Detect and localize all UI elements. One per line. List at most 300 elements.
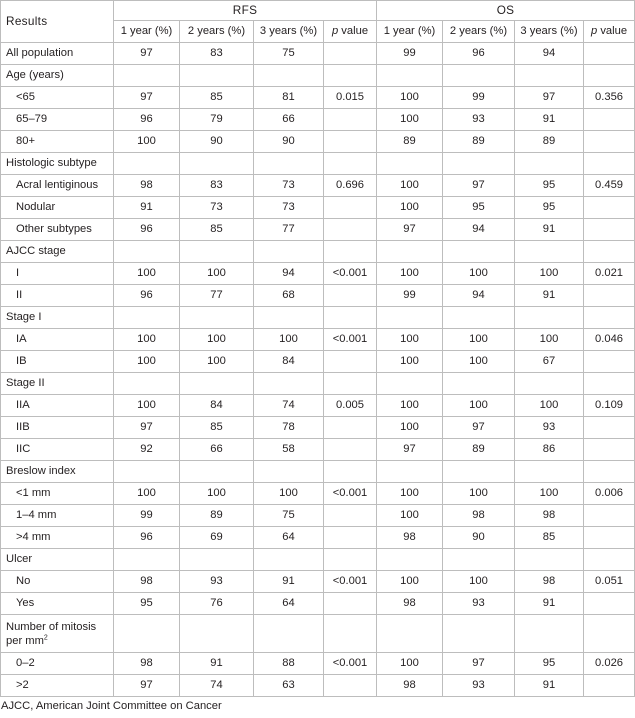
table-cell: <0.001 (324, 571, 377, 593)
row-label-text: Breslow index (6, 465, 76, 477)
table-cell: 97 (114, 43, 180, 65)
table-cell (324, 527, 377, 549)
table-cell (443, 461, 515, 483)
table-cell: 69 (180, 527, 254, 549)
table-cell (324, 505, 377, 527)
table-row (1, 241, 635, 263)
table-cell (584, 549, 635, 571)
table-cell: 98 (114, 653, 180, 675)
table-cell: 100 (254, 483, 324, 505)
table-cell: 95 (515, 197, 584, 219)
table-cell: 96 (114, 285, 180, 307)
table-cell: <0.001 (324, 263, 377, 285)
row-label (1, 461, 114, 483)
table-cell (324, 549, 377, 571)
table-cell: 100 (443, 351, 515, 373)
table-cell (324, 593, 377, 615)
table-cell: 95 (114, 593, 180, 615)
table-row (1, 653, 635, 675)
row-label-text: Number of mitosis per mm (6, 620, 97, 647)
row-label (1, 285, 114, 307)
table-cell: 76 (180, 593, 254, 615)
table-cell: 97 (377, 439, 443, 461)
table-cell: 91 (515, 285, 584, 307)
table-row (1, 527, 635, 549)
table-cell: 100 (114, 395, 180, 417)
row-label (1, 395, 114, 417)
table-cell: 100 (377, 329, 443, 351)
os-2y-header: 2 years (%) (443, 21, 515, 43)
table-row (1, 373, 635, 395)
table-cell: 92 (114, 439, 180, 461)
table-cell: 89 (443, 131, 515, 153)
table-cell (254, 65, 324, 87)
row-label (1, 505, 114, 527)
table-cell: 100 (114, 351, 180, 373)
row-label-text: AJCC stage (6, 245, 66, 257)
table-cell: 100 (114, 131, 180, 153)
table-cell (377, 153, 443, 175)
table-cell: 100 (377, 109, 443, 131)
table-cell: 0.021 (584, 263, 635, 285)
table-row (1, 505, 635, 527)
table-row (1, 395, 635, 417)
table-cell (584, 285, 635, 307)
row-label-superscript: 2 (43, 633, 48, 641)
table-cell (324, 197, 377, 219)
table-cell: 96 (114, 527, 180, 549)
row-label-text: 1–4 mm (16, 509, 57, 521)
os-p-header (584, 21, 635, 43)
p-symbol: p (590, 25, 598, 37)
table-cell (584, 593, 635, 615)
results-header: Results (1, 1, 114, 43)
table-cell: <0.001 (324, 329, 377, 351)
table-cell: 100 (114, 483, 180, 505)
table-row (1, 461, 635, 483)
table-cell: 100 (377, 175, 443, 197)
table-cell: 100 (180, 329, 254, 351)
table-cell: 74 (180, 675, 254, 697)
table-cell (114, 241, 180, 263)
row-label (1, 329, 114, 351)
table-cell (584, 197, 635, 219)
table-cell: 91 (114, 197, 180, 219)
table-cell (584, 505, 635, 527)
table-cell: 58 (254, 439, 324, 461)
row-label (1, 131, 114, 153)
table-cell: 97 (443, 175, 515, 197)
table-cell: 0.005 (324, 395, 377, 417)
table-cell (584, 417, 635, 439)
table-row (1, 109, 635, 131)
row-label-text: Yes (16, 597, 35, 609)
row-label-text: II (16, 289, 23, 301)
table-cell (584, 615, 635, 653)
table-cell (584, 527, 635, 549)
table-cell: 100 (377, 653, 443, 675)
row-label (1, 43, 114, 65)
row-label (1, 571, 114, 593)
table-cell (443, 241, 515, 263)
table-cell: 0.026 (584, 653, 635, 675)
table-row (1, 263, 635, 285)
table-cell: 100 (377, 263, 443, 285)
table-cell (254, 461, 324, 483)
row-label-text: Nodular (16, 201, 56, 213)
row-label (1, 351, 114, 373)
table-cell (324, 43, 377, 65)
table-cell: 98 (377, 593, 443, 615)
table-cell: 68 (254, 285, 324, 307)
table-cell: 100 (377, 505, 443, 527)
table-cell (114, 615, 180, 653)
table-cell: 91 (515, 675, 584, 697)
row-label (1, 65, 114, 87)
table-cell (180, 65, 254, 87)
row-label-text: Histologic subtype (6, 157, 97, 169)
table-cell: 86 (515, 439, 584, 461)
table-cell: 75 (254, 505, 324, 527)
row-label-text: IIA (16, 399, 30, 411)
table-cell (515, 241, 584, 263)
table-cell: 83 (180, 175, 254, 197)
table-cell (377, 241, 443, 263)
table-cell: 90 (180, 131, 254, 153)
table-cell: 94 (515, 43, 584, 65)
table-cell: 100 (180, 351, 254, 373)
table-cell (377, 65, 443, 87)
table-cell (180, 615, 254, 653)
table-row (1, 43, 635, 65)
table-cell: 97 (114, 87, 180, 109)
table-cell (584, 439, 635, 461)
table-cell: 83 (180, 43, 254, 65)
table-cell: 73 (254, 175, 324, 197)
table-cell: 99 (443, 87, 515, 109)
row-label (1, 593, 114, 615)
table-cell: 77 (254, 219, 324, 241)
table-cell (443, 373, 515, 395)
table-cell (443, 153, 515, 175)
table-cell: 91 (515, 593, 584, 615)
table-cell: 98 (377, 527, 443, 549)
row-label-text: 80+ (16, 135, 35, 147)
table-cell: 79 (180, 109, 254, 131)
table-cell (584, 131, 635, 153)
os-header: OS (377, 1, 635, 21)
table-cell (515, 461, 584, 483)
row-label (1, 439, 114, 461)
row-label-text: <65 (16, 91, 35, 103)
table-cell (180, 373, 254, 395)
table-row (1, 615, 635, 653)
row-label (1, 483, 114, 505)
table-cell: 100 (377, 197, 443, 219)
table-cell: 97 (443, 653, 515, 675)
row-label (1, 87, 114, 109)
table-cell (584, 65, 635, 87)
table-cell (324, 461, 377, 483)
table-cell (584, 241, 635, 263)
table-cell (443, 65, 515, 87)
table-cell (324, 109, 377, 131)
table-cell: 97 (377, 219, 443, 241)
table-cell: 93 (443, 675, 515, 697)
table-cell (515, 307, 584, 329)
row-label-text: 65–79 (16, 113, 48, 125)
table-cell (180, 461, 254, 483)
table-cell: <0.001 (324, 483, 377, 505)
table-cell: 100 (443, 263, 515, 285)
table-cell: 100 (377, 87, 443, 109)
table-cell: 63 (254, 675, 324, 697)
table-cell: 91 (180, 653, 254, 675)
table-cell: 100 (377, 351, 443, 373)
table-cell: 99 (377, 43, 443, 65)
table-cell: 98 (443, 505, 515, 527)
rfs-1y-header: 1 year (%) (114, 21, 180, 43)
row-label (1, 307, 114, 329)
table-body (1, 43, 635, 697)
table-cell: 100 (114, 329, 180, 351)
row-label (1, 153, 114, 175)
row-label (1, 197, 114, 219)
table-cell: 94 (254, 263, 324, 285)
table-cell: 89 (515, 131, 584, 153)
table-cell: 95 (515, 175, 584, 197)
table-cell: 98 (515, 571, 584, 593)
row-label-text: Ulcer (6, 553, 33, 565)
table-cell: 94 (443, 285, 515, 307)
table-cell (584, 373, 635, 395)
os-3y-header: 3 years (%) (515, 21, 584, 43)
table-cell: 74 (254, 395, 324, 417)
p-value-word: value (341, 25, 369, 37)
table-cell (515, 373, 584, 395)
table-row (1, 329, 635, 351)
table-cell: 90 (443, 527, 515, 549)
row-label (1, 417, 114, 439)
table-cell (180, 307, 254, 329)
table-cell: 100 (180, 483, 254, 505)
table-cell (114, 65, 180, 87)
table-cell (324, 153, 377, 175)
table-cell (584, 109, 635, 131)
table-cell (254, 241, 324, 263)
row-label (1, 263, 114, 285)
row-label-text: Acral lentiginous (16, 179, 99, 191)
table-cell: 89 (443, 439, 515, 461)
p-value-word: value (600, 25, 628, 37)
row-label (1, 527, 114, 549)
table-cell (324, 285, 377, 307)
table-cell (114, 461, 180, 483)
table-cell (377, 307, 443, 329)
table-cell (377, 615, 443, 653)
row-label-text: Stage II (6, 377, 45, 389)
rfs-2y-header: 2 years (%) (180, 21, 254, 43)
table-cell (254, 307, 324, 329)
table-cell: 91 (515, 219, 584, 241)
table-cell (114, 153, 180, 175)
table-cell (584, 153, 635, 175)
rfs-3y-header: 3 years (%) (254, 21, 324, 43)
table-cell (584, 219, 635, 241)
row-label (1, 675, 114, 697)
row-label-text: Age (years) (6, 69, 64, 81)
table-cell (254, 549, 324, 571)
table-cell: 0.046 (584, 329, 635, 351)
table-cell: 93 (515, 417, 584, 439)
table-row (1, 417, 635, 439)
table-cell (515, 549, 584, 571)
row-label (1, 241, 114, 263)
table-cell: 75 (254, 43, 324, 65)
table-cell: 100 (443, 395, 515, 417)
table-cell (254, 615, 324, 653)
table-cell (443, 549, 515, 571)
table-cell: 100 (377, 571, 443, 593)
table-cell (324, 307, 377, 329)
row-label-text: No (16, 575, 31, 587)
table-cell: 66 (254, 109, 324, 131)
table-cell: 100 (254, 329, 324, 351)
os-1y-header: 1 year (%) (377, 21, 443, 43)
table-cell (324, 675, 377, 697)
row-label (1, 175, 114, 197)
table-row (1, 175, 635, 197)
table-cell: 73 (180, 197, 254, 219)
table-cell: 95 (443, 197, 515, 219)
row-label-text: >2 (16, 679, 29, 691)
row-label-text: IB (16, 355, 27, 367)
table-cell: 100 (515, 395, 584, 417)
footnote: AJCC, American Joint Committee on Cancer (1, 700, 222, 712)
table-cell (377, 373, 443, 395)
table-row (1, 197, 635, 219)
table-cell (180, 241, 254, 263)
table-cell: 93 (443, 593, 515, 615)
table-cell: 100 (114, 263, 180, 285)
table-cell: 100 (443, 571, 515, 593)
table-cell (114, 373, 180, 395)
table-cell (377, 549, 443, 571)
group-header-row (1, 1, 635, 21)
table-cell: 97 (515, 87, 584, 109)
table-cell: 97 (443, 417, 515, 439)
table-cell: 84 (254, 351, 324, 373)
table-cell: 100 (180, 263, 254, 285)
row-label-text: <1 mm (16, 487, 51, 499)
table-cell: 95 (515, 653, 584, 675)
table-cell: 96 (114, 219, 180, 241)
table-cell: 67 (515, 351, 584, 373)
table-row (1, 593, 635, 615)
table-cell: 91 (515, 109, 584, 131)
rfs-p-header (324, 21, 377, 43)
table-cell: 98 (114, 175, 180, 197)
table-cell (324, 439, 377, 461)
row-label (1, 109, 114, 131)
table-row (1, 65, 635, 87)
table-cell (443, 615, 515, 653)
table-cell: 0.051 (584, 571, 635, 593)
table-cell (324, 615, 377, 653)
row-label-text: IIC (16, 443, 31, 455)
row-label (1, 549, 114, 571)
table-cell (324, 417, 377, 439)
table-cell (515, 615, 584, 653)
row-label-text: Other subtypes (16, 223, 92, 235)
row-label (1, 219, 114, 241)
table-row (1, 219, 635, 241)
table-cell: 94 (443, 219, 515, 241)
table-cell: 78 (254, 417, 324, 439)
table-cell: 93 (443, 109, 515, 131)
table-row (1, 351, 635, 373)
table-cell (377, 461, 443, 483)
table-cell (324, 65, 377, 87)
row-label-text: IA (16, 333, 27, 345)
row-label-text: All population (6, 47, 74, 59)
table-row (1, 87, 635, 109)
row-label-text: >4 mm (16, 531, 51, 543)
table-cell: 100 (515, 329, 584, 351)
table-row (1, 571, 635, 593)
table-cell: 100 (377, 417, 443, 439)
table-cell: 96 (443, 43, 515, 65)
table-cell (515, 153, 584, 175)
table-cell (254, 373, 324, 395)
table-cell: 98 (377, 675, 443, 697)
table-cell: 0.109 (584, 395, 635, 417)
table-cell (180, 549, 254, 571)
table-cell: 0.696 (324, 175, 377, 197)
table-cell (584, 675, 635, 697)
table-cell (114, 307, 180, 329)
table-cell: 0.356 (584, 87, 635, 109)
table-cell: 99 (114, 505, 180, 527)
p-symbol: p (331, 25, 339, 37)
table-cell: 88 (254, 653, 324, 675)
row-label (1, 615, 114, 653)
table-cell (443, 307, 515, 329)
row-label-text: 0–2 (16, 657, 35, 669)
table-row (1, 285, 635, 307)
table-cell: 66 (180, 439, 254, 461)
table-cell: 64 (254, 593, 324, 615)
table-row (1, 131, 635, 153)
table-row (1, 439, 635, 461)
table-cell: 0.459 (584, 175, 635, 197)
table-cell (584, 307, 635, 329)
table-cell: 85 (180, 87, 254, 109)
table-cell: 81 (254, 87, 324, 109)
table-cell: 100 (443, 483, 515, 505)
table-cell: <0.001 (324, 653, 377, 675)
table-cell (254, 153, 324, 175)
table-cell: 100 (377, 395, 443, 417)
table-cell: 85 (180, 417, 254, 439)
table-cell: 97 (114, 675, 180, 697)
table-cell: 93 (180, 571, 254, 593)
table-cell: 85 (180, 219, 254, 241)
table-cell: 91 (254, 571, 324, 593)
table-cell: 73 (254, 197, 324, 219)
table-cell (180, 153, 254, 175)
table-row (1, 675, 635, 697)
